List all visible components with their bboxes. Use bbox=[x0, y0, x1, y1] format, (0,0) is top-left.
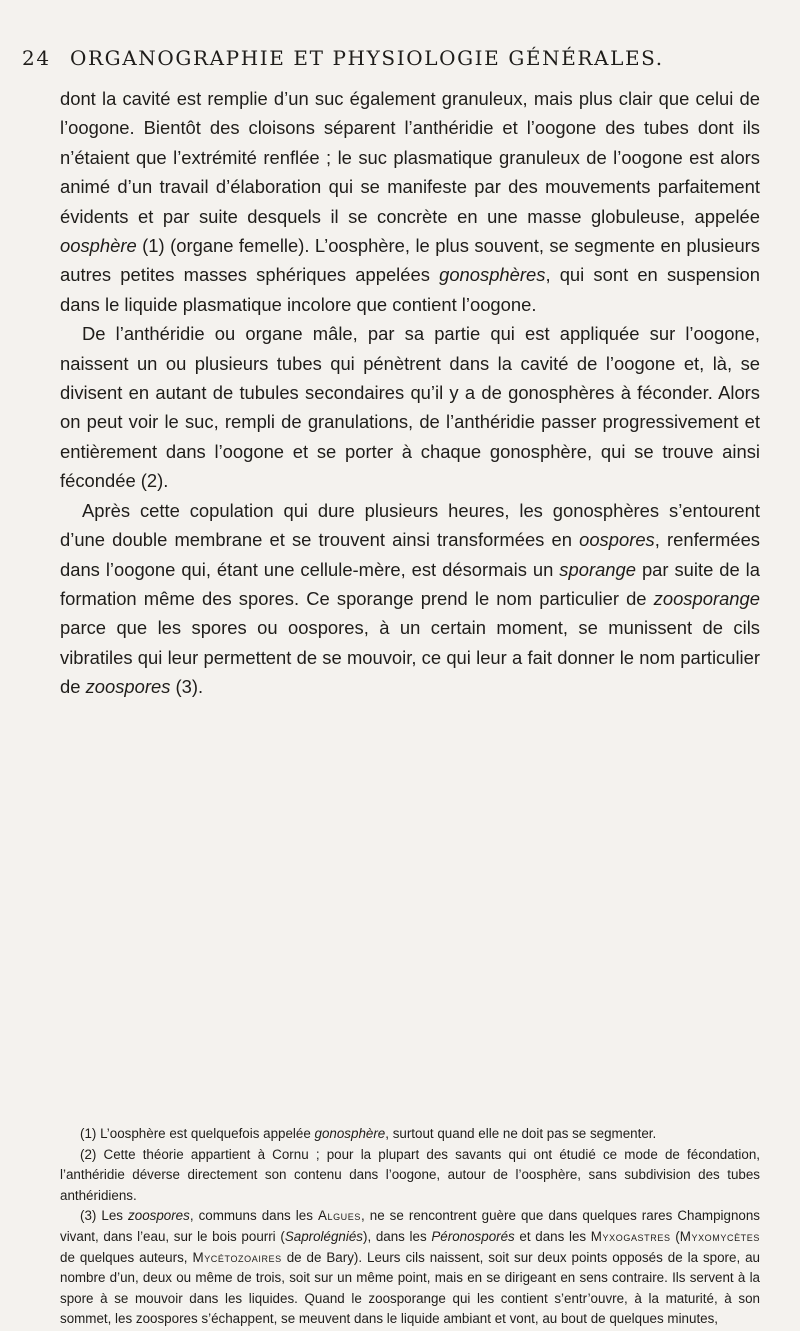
body-text bbox=[60, 84, 760, 702]
footnote-2: (2) Cette théorie appartient à Cornu ; pour la plupart des savants qui ont étudié ce mode de fécondation, l’anthéridie déverse directement son contenu dans l’oogone, autour de l’oosphère, sans subdivision des tubes anthéridiens. bbox=[60, 1146, 760, 1203]
paragraph-1: dont la cavité est remplie d’un suc également granuleux, mais plus clair que celui de l’oogone. Bientôt des cloisons séparent l’anthéridie et l’oogone des tubes dont ils n’étaient que l’extrémité renflée ; le suc plasmatique granuleux de l’oogone est alors animé d’un travail d’élaboration qui se manifeste par des mouvements parfaitement évidents et par suite desquels il se concrète en une masse globuleuse, appelée oosphère (1) (organe femelle). L’oosphère, le plus souvent, se segmente en plusieurs autres petites masses sphériques appelées gonosphères, qui sont en suspension dans le liquide plasmatique incolore que contient l’oogone. bbox=[60, 88, 760, 315]
page-number: 24 bbox=[22, 46, 51, 70]
footnote-1: (1) L’oosphère est quelquefois appelée gonosphère, surtout quand elle ne doit pas se segmenter. bbox=[80, 1126, 657, 1141]
footnote-3: (3) Les zoospores, communs dans les Algues, ne se rencontrent guère que dans quelques rares Champignons vivant, dans l’eau, sur le bois pourri (Saprolégniés), dans les Péronosporés et dans les Myxogastres (Myxomycètes de quelques auteurs, Mycétozoaires de de Bary). Leurs cils naissent, soit sur deux points opposés de la spore, au nombre d’un, deux ou même de trois, soit sur un même point, mais en se dirigeant en sens contraire. Ils servent à la spore à se mouvoir dans les liquides. Quand le zoosporange qui les contient s’entr’ouvre, à la maturité, à son sommet, les zoospores s’échappent, se meuvent dans le liquide ambiant et vont, au bout de quelques minutes, bbox=[60, 1208, 760, 1327]
running-title: ORGANOGRAPHIE ET PHYSIOLOGIE GÉNÉRALES. bbox=[70, 46, 664, 70]
term-sporange: sporange bbox=[559, 558, 636, 580]
term-gonospheres: gonosphères bbox=[439, 264, 546, 286]
paragraph-2: De l’anthéridie ou organe mâle, par sa partie qui est appliquée sur l’oogone, naissent un ou plusieurs tubes qui pénètrent dans la cavité de l’oogone et, là, se divisent en autant de tubules secondaires qu’il y a de gonosphères à féconder. Alors on peut voir le suc, rempli de granulations, de l’anthéridie passer progressivement et entièrement dans l’oogone et se porter à chaque gonosphère, qui se trouve ainsi fécondée (2). bbox=[60, 323, 760, 492]
paragraph-3: Après cette copulation qui dure plusieurs heures, les gonosphères s’entourent d’une double membrane et se trouvent ainsi transformées en oospores, renfermées dans l’oogone qui, étant une cellule-mère, est désormais un sporange par suite de la formation même des spores. Ce sporange prend le nom particulier de zoosporange parce que les spores ou oospores, à un certain moment, se munissent de cils vibratiles qui leur permettent de se mouvoir, ce qui leur a fait donner le nom particulier de zoospores (3). bbox=[60, 499, 761, 698]
term-zoosporange: zoosporange bbox=[653, 587, 760, 609]
page-header bbox=[22, 46, 762, 76]
term-oosphere: oosphère bbox=[60, 235, 137, 257]
term-zoospores: zoospores bbox=[85, 676, 171, 698]
term-oospores: oospores bbox=[579, 529, 655, 551]
footnotes bbox=[60, 1124, 760, 1330]
